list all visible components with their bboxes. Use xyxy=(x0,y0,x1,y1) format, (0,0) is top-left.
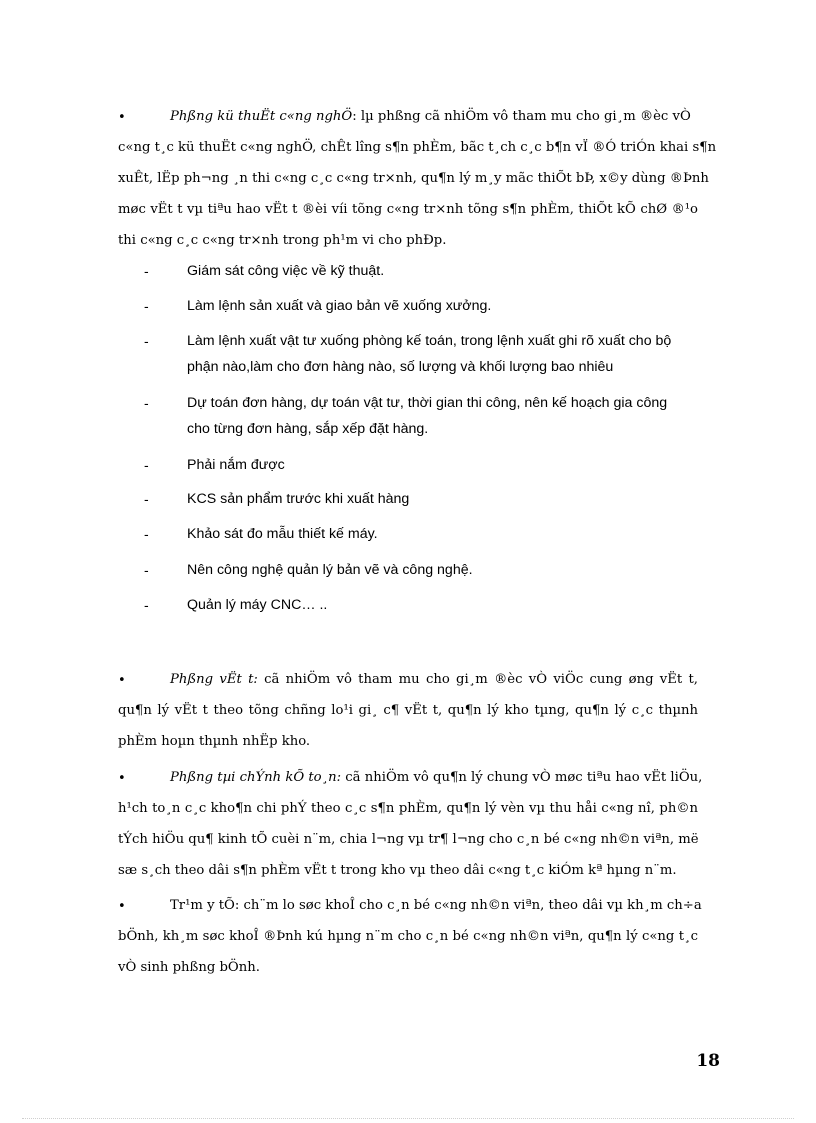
paragraph-line: Tr¹m y tÕ: ch¨m lo søc khoÎ cho c¸n bé c«ng nh©n viªn, theo dâi vµ kh¸m ch÷a xyxy=(170,898,702,913)
list-item-text: Phải nắm được xyxy=(187,457,285,473)
section-lead-title: Phßng tµi chÝnh kÕ to¸n: xyxy=(170,770,342,785)
bullet-marker: • xyxy=(118,899,126,914)
paragraph-line xyxy=(170,101,698,132)
footer-divider xyxy=(22,1118,794,1119)
dash-marker: - xyxy=(144,395,149,411)
paragraph-line: qu¶n lý vËt t theo tõng chñng lo¹i gi¸ c¶ vËt t, qu¶n lý kho tµng, qu¶n lý c¸c thµnh xyxy=(118,703,698,718)
bullet-marker: • xyxy=(118,110,126,125)
bullet-marker: • xyxy=(118,673,126,688)
paragraph-line: sæ s¸ch theo dâi s¶n phÈm vËt t trong kho vµ theo dâi c«ng t¸c kiÓm kª hµng n¨m. xyxy=(118,863,677,878)
list-item-text: phận nào,làm cho đơn hàng nào, số lượng và khối lượng bao nhiêu xyxy=(187,359,614,375)
paragraph-text: : lµ phßng cã nhiÖm vô tham mu cho gi¸m ®èc vÒ xyxy=(352,109,691,124)
list-item-text: Làm lệnh xuất vật tư xuống phòng kế toán, trong lệnh xuất ghi rõ xuất cho bộ xyxy=(187,333,672,349)
dash-marker: - xyxy=(144,491,149,507)
dash-marker: - xyxy=(144,298,149,314)
section-lead-title: Phßng vËt t: xyxy=(170,672,258,687)
paragraph-line xyxy=(170,664,698,695)
paragraph-finance-dept xyxy=(118,762,703,890)
paragraph-line: h¹ch to¸n c¸c kho¶n chi phÝ theo c¸c s¶n phÈm, qu¶n lý vèn vµ thu håi c«ng nî, ph©n xyxy=(118,801,698,816)
paragraph-line: vÒ sinh phßng bÖnh. xyxy=(118,960,260,975)
list-item-text: Quản lý máy CNC… .. xyxy=(187,597,328,613)
paragraph-line: tÝch hiÖu qu¶ kinh tÕ cuèi n¨m, chia l¬ng vµ tr¶ l¬ng cho c¸n bé c«ng nh©n viªn, më xyxy=(118,832,699,847)
bullet-marker: • xyxy=(118,771,126,786)
paragraph-materials-dept xyxy=(118,664,698,760)
list-item-text: Làm lệnh sản xuất và giao bản vẽ xuống xưởng. xyxy=(187,298,492,314)
paragraph-line: phÈm hoµn thµnh nhËp kho. xyxy=(118,734,311,749)
dash-marker: - xyxy=(144,562,149,578)
paragraph-line: møc vËt t vµ tiªu hao vËt t ®èi víi tõng c«ng tr×nh tõng s¶n phÈm, thiÕt kÕ chØ ®¹o xyxy=(118,202,698,217)
list-item-text: Nên công nghệ quản lý bản vẽ và công nghệ. xyxy=(187,562,473,578)
paragraph-technical-dept xyxy=(118,101,717,261)
dash-marker: - xyxy=(144,457,149,473)
paragraph-line: c«ng t¸c kü thuËt c«ng nghÖ, chÊt lîng s¶n phÈm, bãc t¸ch c¸c b¶n vÏ ®Ó triÓn khai s¶n xyxy=(118,140,717,155)
list-item-text: Khảo sát đo mẫu thiết kế máy. xyxy=(187,526,378,542)
dash-marker: - xyxy=(144,526,149,542)
list-item-text: Dự toán đơn hàng, dự toán vật tư, thời gian thi công, nên kế hoạch gia công xyxy=(187,395,668,411)
paragraph-line xyxy=(170,762,703,793)
paragraph-text: cã nhiÖm vô tham mu cho gi¸m ®èc vÒ viÖc cung øng vËt t, xyxy=(257,672,698,687)
list-item-text: Giám sát công việc về kỹ thuật. xyxy=(187,263,385,279)
paragraph-text: cã nhiÖm vô qu¶n lý chung vÒ møc tiªu hao vËt liÖu, xyxy=(341,770,703,785)
list-item-text: cho từng đơn hàng, sắp xếp đặt hàng. xyxy=(187,421,429,437)
paragraph-line: bÖnh, kh¸m søc khoÎ ®Þnh kú hµng n¨m cho c¸n bé c«ng nh©n viªn, qu¶n lý c«ng t¸c xyxy=(118,929,698,944)
task-list xyxy=(144,258,699,618)
page-number: 18 xyxy=(696,1051,720,1071)
dash-marker: - xyxy=(144,597,149,613)
paragraph-line: thi c«ng c¸c c«ng tr×nh trong ph¹m vi cho phÐp. xyxy=(118,233,447,248)
dash-marker: - xyxy=(144,263,149,279)
dash-marker: - xyxy=(144,333,149,349)
list-item-text: KCS sản phẩm trước khi xuất hàng xyxy=(187,491,410,507)
paragraph-medical-station xyxy=(118,890,702,986)
section-lead-title: Phßng kü thuËt c«ng nghÖ xyxy=(170,109,353,124)
paragraph-line: xuÊt, lËp ph¬ng ¸n thi c«ng c¸c c«ng tr×nh, qu¶n lý m¸y mãc thiÕt bÞ, x©y dùng ®Þnh xyxy=(118,171,709,186)
